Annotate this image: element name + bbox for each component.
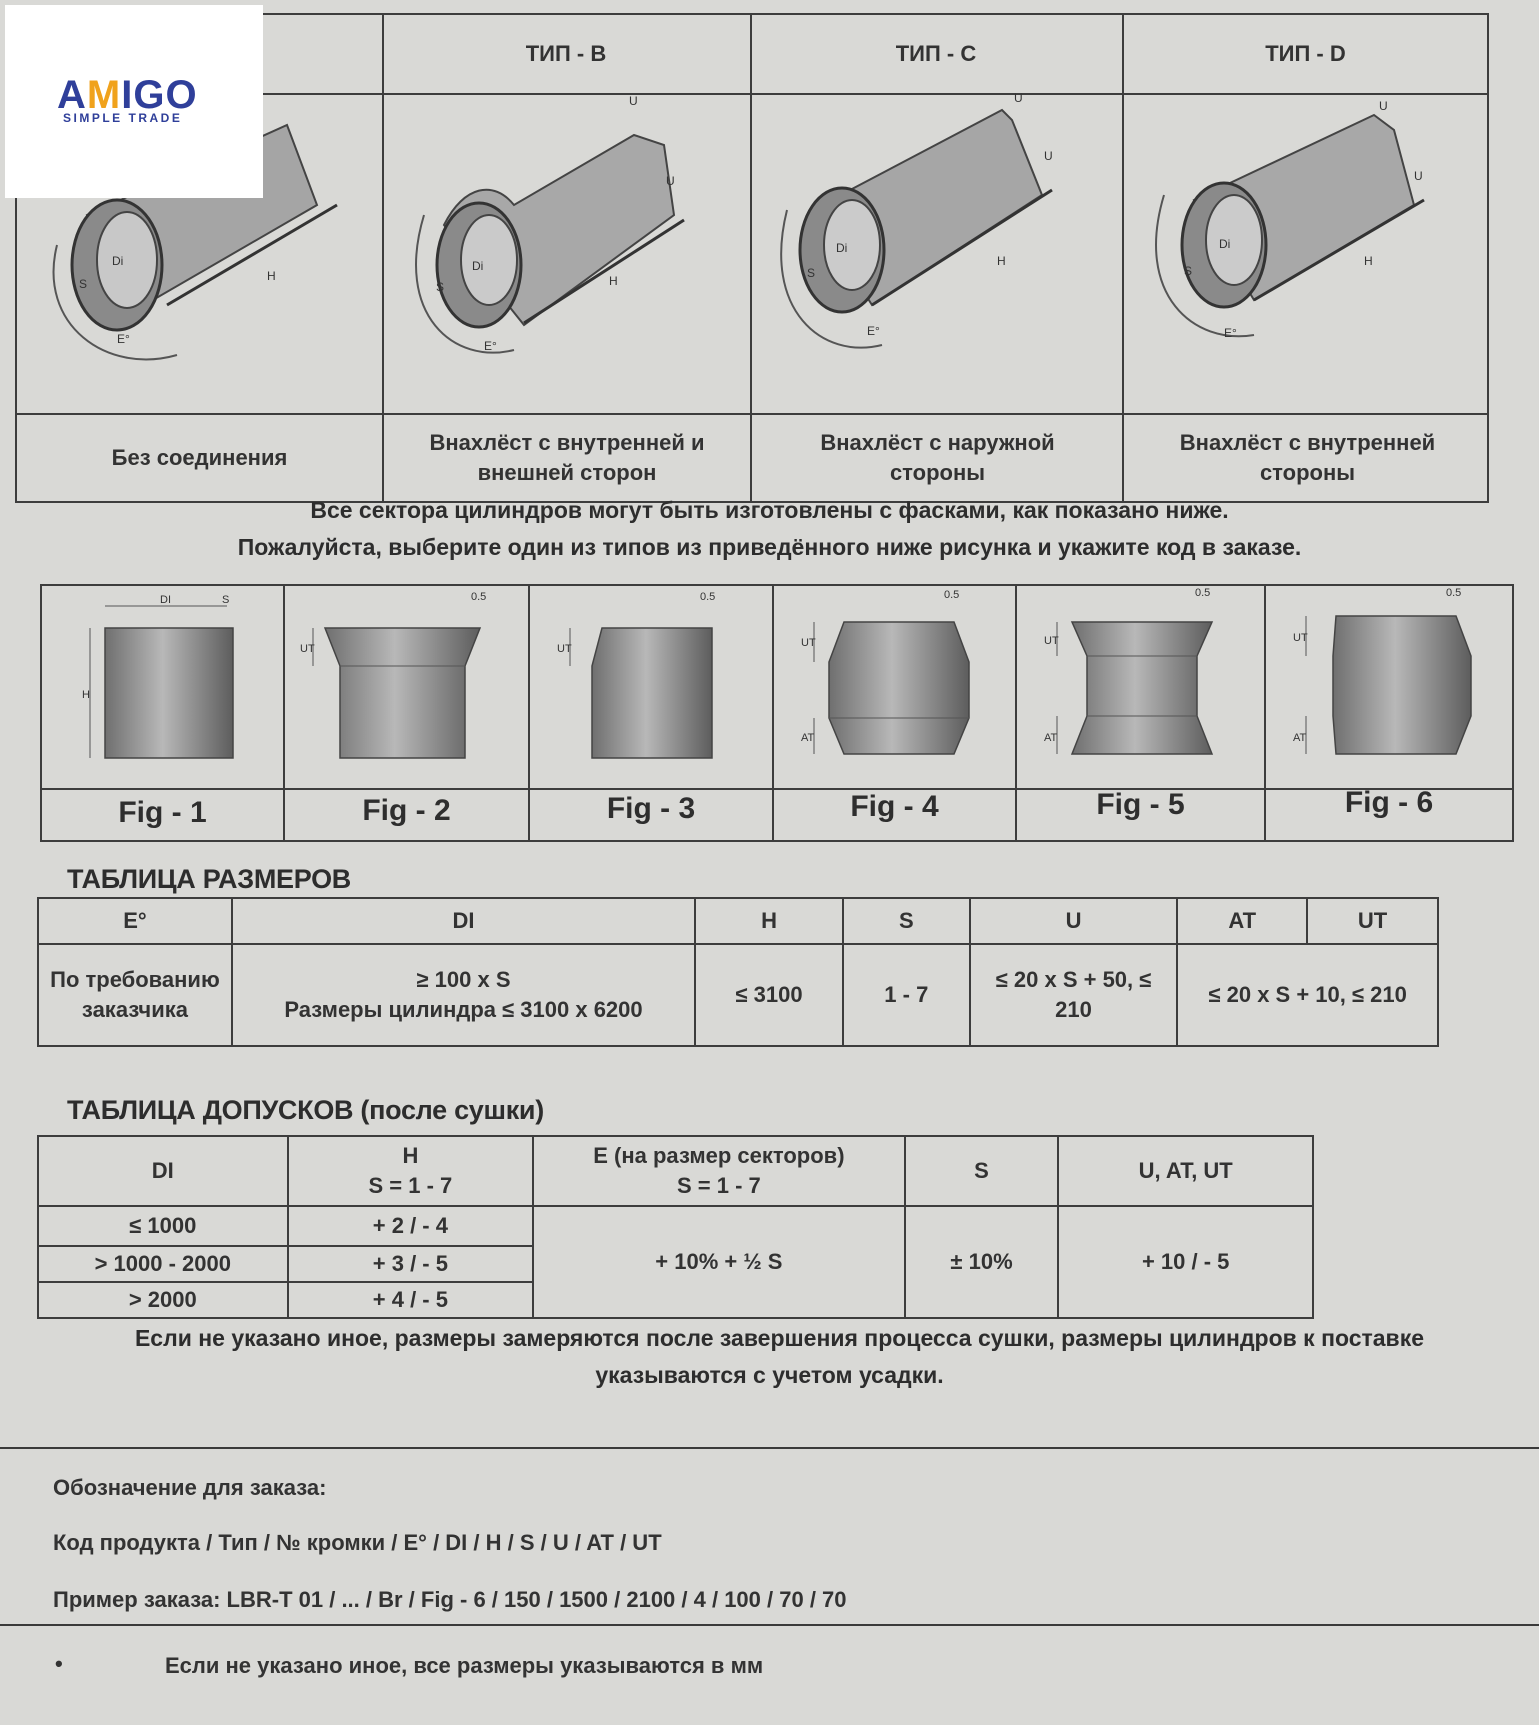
header-e-line-2: S = 1 - 7 (677, 1173, 761, 1198)
value-at-ut: ≤ 20 x S + 10, ≤ 210 (1177, 944, 1438, 1046)
fig-6-label: Fig - 6 (1344, 786, 1434, 819)
fig-2-drawing (285, 586, 528, 788)
chamfer-label: 0.5 (944, 589, 960, 601)
type-c-illustration (752, 90, 1122, 413)
value-di-line-2: Размеры цилиндра ≤ 3100 x 6200 (284, 997, 643, 1022)
fig-1-drawing (42, 586, 283, 788)
header-di: DI (232, 898, 695, 944)
row-di: > 2000 (38, 1282, 288, 1318)
footnote-text: Если не указано иное, все размеры указываются в мм (165, 1653, 764, 1678)
dim-at-label: AT (801, 732, 815, 744)
dim-e-label: E° (1224, 326, 1237, 340)
dim-u-label: U (1379, 99, 1388, 113)
type-c-description: Внахлёст с наружной стороны (820, 430, 1055, 485)
row-h: + 2 / - 4 (288, 1206, 534, 1246)
dim-ut-label: UT (300, 643, 315, 655)
header-h-line-2: S = 1 - 7 (368, 1173, 453, 1198)
note-line-1: Если не указано иное, размеры замеряются после завершения процесса сушки, размеры цилиндров к поставке (134, 1325, 1425, 1351)
fig-5-label: Fig - 5 (1096, 788, 1185, 821)
tolerance-table-title: ТАБЛИЦА ДОПУСКОВ (после сушки) (67, 1095, 544, 1125)
dim-s-label: S (222, 594, 230, 606)
row-di: > 1000 - 2000 (38, 1246, 288, 1282)
dim-s-label: S (1184, 264, 1193, 278)
value-u: ≤ 20 x S + 50, ≤ 210 (970, 944, 1178, 1046)
dim-u-label: U (1044, 149, 1053, 163)
footnote-bullet: • (55, 1651, 63, 1676)
dim-di-label: Di (1219, 237, 1231, 251)
dim-h-label: H (609, 274, 618, 288)
header-u: U (970, 898, 1178, 944)
dim-u-label: U (1414, 169, 1423, 183)
dim-u-label: U (666, 174, 675, 188)
fig-4-drawing (774, 586, 1015, 788)
header-at: AT (1177, 898, 1307, 944)
divider-bottom (0, 1624, 1539, 1626)
header-h (288, 1136, 534, 1206)
logo-subtitle: SIMPLE TRADE (63, 111, 183, 125)
fig-3-drawing (530, 586, 772, 788)
dim-e-label: E° (117, 332, 130, 346)
fig-3-label: Fig - 3 (606, 792, 696, 825)
type-b-description: Внахлёст с внутренней и внешней сторон (429, 430, 705, 485)
value-s: 1 - 7 (843, 944, 970, 1046)
intro-line-1: Все сектора цилиндров могут быть изготовлены с фасками, как показано ниже. (310, 497, 1229, 523)
row-h: + 4 / - 5 (288, 1282, 534, 1318)
value-di-line-1: ≥ 100 x S (416, 967, 511, 993)
fig-6-drawing (1266, 586, 1512, 788)
order-code-line: Код продукта / Тип / № кромки / E° / DI / H / S / U / AT / UT (53, 1530, 662, 1555)
chamfer-label: 0.5 (1195, 587, 1211, 599)
size-table (37, 897, 1439, 1047)
header-s: S (905, 1136, 1059, 1206)
dim-di-label: Di (472, 259, 484, 273)
dim-s-label: S (79, 277, 88, 291)
dim-u-label: U (629, 95, 638, 108)
logo (5, 5, 263, 198)
chamfer-label: 0.5 (471, 591, 487, 603)
header-ut: UT (1307, 898, 1438, 944)
dim-ut-label: UT (1293, 632, 1308, 644)
header-s: S (843, 898, 970, 944)
value-h: ≤ 3100 (695, 944, 843, 1046)
fig-4-label: Fig - 4 (850, 790, 939, 823)
type-header-d: ТИП - D (1265, 41, 1346, 67)
intro-line-2: Пожалуйста, выберите один из типов из приведённого ниже рисунка и укажите код в заказе. (237, 534, 1302, 560)
value-e: + 10% + ½ S (533, 1206, 904, 1318)
dim-u-label: U (1014, 91, 1023, 105)
dim-h-label: H (1364, 254, 1373, 268)
value-di (232, 944, 695, 1046)
dim-s-label: S (436, 280, 445, 294)
chamfer-label: 0.5 (700, 591, 716, 603)
dim-h-label: H (267, 269, 276, 283)
header-u-at-ut: U, AT, UT (1058, 1136, 1313, 1206)
dim-e-label: E° (484, 339, 497, 353)
type-d-illustration (1124, 85, 1489, 413)
dim-ut-label: UT (557, 643, 572, 655)
dim-di-label: DI (160, 594, 171, 606)
header-e (533, 1136, 904, 1206)
dim-di-label: Di (112, 254, 124, 268)
tolerance-table (37, 1135, 1314, 1319)
type-d-description: Внахлёст с внутренней стороны (1179, 430, 1436, 485)
dim-at-label: AT (1044, 732, 1058, 744)
dim-ut-label: UT (801, 637, 816, 649)
type-b-illustration (384, 95, 750, 413)
header-di: DI (38, 1136, 288, 1206)
fig-2-label: Fig - 2 (362, 794, 451, 827)
dim-s-label: S (807, 266, 816, 280)
dim-h-label: H (82, 689, 90, 701)
type-header-b: ТИП - B (525, 41, 607, 67)
value-s: ± 10% (905, 1206, 1059, 1318)
header-e-line-1: E (на размер секторов) (593, 1143, 845, 1169)
logo-wordmark: AMIGO (57, 73, 198, 117)
header-e: E° (38, 898, 232, 944)
chamfer-label: 0.5 (1446, 587, 1462, 599)
fig-5-drawing (1017, 586, 1264, 788)
row-h: + 3 / - 5 (288, 1246, 534, 1282)
divider-top (0, 1447, 1539, 1449)
row-di: ≤ 1000 (38, 1206, 288, 1246)
fig-1-label: Fig - 1 (118, 796, 207, 829)
dim-e-label: E° (867, 324, 880, 338)
dim-ut-label: UT (1044, 635, 1059, 647)
value-u-at-ut: + 10 / - 5 (1058, 1206, 1313, 1318)
note-line-2: указываются с учетом усадки. (595, 1362, 944, 1388)
dim-di-label: Di (836, 241, 848, 255)
header-h-line-1: H (402, 1143, 419, 1169)
type-header-c: ТИП - C (895, 41, 977, 67)
dim-at-label: AT (1293, 732, 1307, 744)
size-table-title: ТАБЛИЦА РАЗМЕРОВ (67, 864, 351, 894)
dim-h-label: H (997, 254, 1006, 268)
order-title: Обозначение для заказа: (53, 1475, 327, 1500)
header-h: H (695, 898, 843, 944)
order-example: Пример заказа: LBR-T 01 / ... / Br / Fig - 6 / 150 / 1500 / 2100 / 4 / 100 / 70 / 70 (53, 1587, 847, 1612)
value-e: По требованию заказчика (38, 944, 232, 1046)
type-a-description: Без соединения (111, 445, 288, 471)
